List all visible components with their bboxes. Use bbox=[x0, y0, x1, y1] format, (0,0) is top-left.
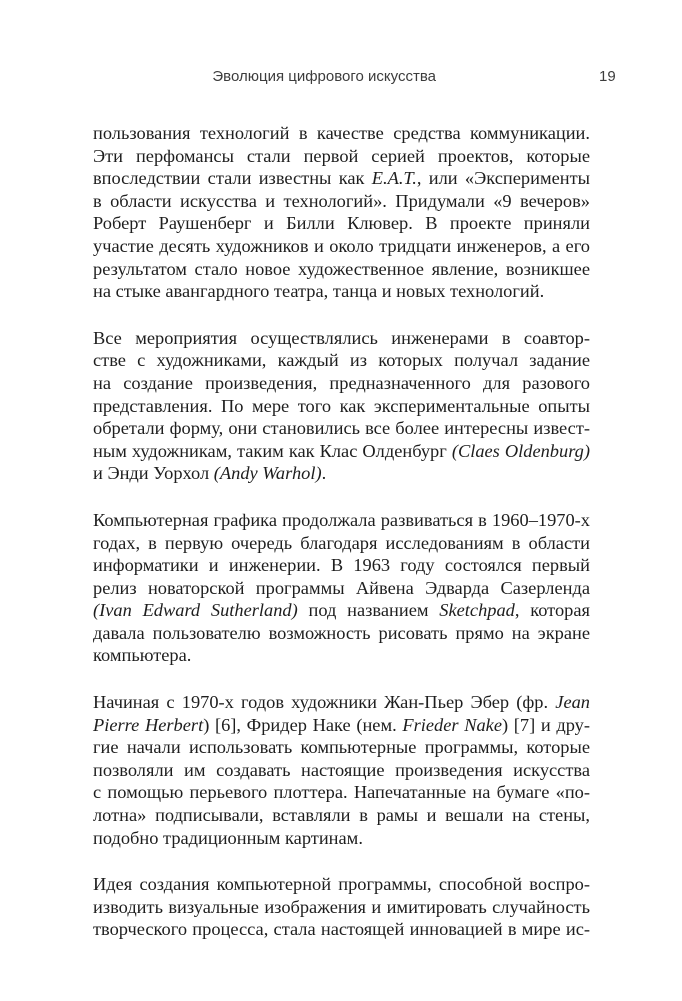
text-segment: лотна» подписывали, вставляли в рамы и вешали на стены, bbox=[93, 805, 590, 826]
text-segment: Все мероприятия осуществлялись инженерами в соавтор- bbox=[93, 327, 590, 348]
text-line bbox=[93, 759, 590, 782]
italic-text: Sketchpad bbox=[439, 600, 515, 621]
text-line bbox=[93, 235, 590, 258]
text-line bbox=[93, 212, 590, 235]
text-line bbox=[93, 190, 590, 213]
text-line bbox=[93, 372, 590, 395]
text-segment: ) [6], Фридер Наке (нем. bbox=[203, 714, 403, 735]
text-segment: Идея создания компьютерной программы, способной воспро- bbox=[93, 874, 590, 895]
text-line bbox=[93, 644, 590, 667]
text-segment: в области искусства и технологий». Придумали «9 вечеров» bbox=[93, 190, 590, 211]
text-segment: годах, в первую очередь благодаря исследованиям в области bbox=[93, 532, 590, 553]
paragraph bbox=[93, 509, 590, 667]
running-title: Эволюция цифрового искусства bbox=[212, 68, 436, 85]
text-segment: представления. По мере того как экспериментальные опыты bbox=[93, 395, 590, 416]
text-line bbox=[93, 258, 590, 281]
text-segment: ) [7] и дру- bbox=[501, 714, 590, 735]
text-segment: информатики и инженерии. В 1963 году состоялся первый bbox=[93, 555, 590, 576]
text-line bbox=[93, 599, 590, 622]
text-segment: впоследствии стали известны как bbox=[93, 168, 372, 189]
text-line bbox=[93, 577, 590, 600]
text-segment: на стыке авангардного театра, танца и новых технологий. bbox=[93, 281, 545, 302]
paragraph bbox=[93, 691, 590, 849]
text-segment: стве с художниками, каждый из которых получал задание bbox=[93, 350, 590, 371]
text-line bbox=[93, 509, 590, 532]
text-line bbox=[93, 532, 590, 555]
text-segment: , которая bbox=[514, 600, 590, 621]
text-segment: Эти перфомансы стали первой серией проектов, которые bbox=[93, 145, 590, 166]
text-line bbox=[93, 736, 590, 759]
text-segment: творческого процесса, стала настоящей инновацией в мире ис- bbox=[93, 919, 590, 940]
text-segment: участие десять художников и около тридцати инженеров, а его bbox=[93, 235, 590, 256]
text-segment: давала пользователю возможность рисовать прямо на экране bbox=[93, 622, 590, 643]
text-segment: , или «Эксперименты bbox=[416, 168, 590, 189]
text-line bbox=[93, 827, 590, 850]
text-segment: Начиная с 1970-х годов художники Жан-Пьер Эбер (фр. bbox=[93, 692, 556, 713]
text-line bbox=[93, 804, 590, 827]
text-line bbox=[93, 781, 590, 804]
running-header bbox=[0, 68, 682, 92]
text-segment: Компьютерная графика продолжала развиваться в 1960–1970-х bbox=[93, 509, 590, 530]
text-segment: ным художникам, таким как Клас Олденбург bbox=[93, 440, 452, 461]
text-segment: изводить визуальные изображения и имитировать случайность bbox=[93, 896, 590, 917]
italic-text: Pierre Herbert bbox=[93, 714, 204, 735]
text-line bbox=[93, 462, 590, 485]
italic-text: Jean bbox=[555, 692, 590, 713]
page-number: 19 bbox=[599, 68, 616, 85]
text-segment: с помощью перьевого плоттера. Напечатанные на бумаге «по- bbox=[93, 782, 590, 803]
text-line bbox=[93, 395, 590, 418]
text-line bbox=[93, 280, 590, 303]
italic-text: (Andy Warhol) bbox=[213, 463, 322, 484]
text-segment: релиз новаторской программы Айвена Эдварда Сазерленда bbox=[93, 577, 590, 598]
text-line bbox=[93, 417, 590, 440]
text-segment: и Энди Уорхол bbox=[93, 463, 214, 484]
text-line bbox=[93, 714, 590, 737]
text-segment: компьютера. bbox=[93, 645, 192, 666]
text-line bbox=[93, 691, 590, 714]
text-segment: пользования технологий в качестве средства коммуникации. bbox=[93, 123, 590, 143]
text-segment: результатом стало новое художественное явление, возникшее bbox=[93, 258, 590, 279]
text-line bbox=[93, 873, 590, 896]
text-line bbox=[93, 167, 590, 190]
text-line bbox=[93, 554, 590, 577]
body-text bbox=[93, 122, 590, 965]
text-segment: позволяли им создавать настоящие произведения искусства bbox=[93, 759, 590, 780]
paragraph bbox=[93, 327, 590, 485]
text-line bbox=[93, 440, 590, 463]
italic-text: (Claes Oldenburg) bbox=[451, 440, 590, 461]
paragraph bbox=[93, 873, 590, 941]
italic-text: E.A.T. bbox=[371, 168, 417, 189]
text-segment: под названием bbox=[297, 600, 440, 621]
paragraph bbox=[93, 122, 590, 303]
text-line bbox=[93, 145, 590, 168]
italic-text: Frieder Nake bbox=[402, 714, 502, 735]
text-line bbox=[93, 622, 590, 645]
text-line bbox=[93, 918, 590, 941]
text-segment: обретали форму, они становились все более интересны извест- bbox=[93, 418, 590, 439]
text-line bbox=[93, 122, 590, 145]
text-segment: . bbox=[321, 463, 327, 484]
text-segment: гие начали использовать компьютерные программы, которые bbox=[93, 737, 590, 758]
text-segment: подобно традиционным картинам. bbox=[93, 827, 363, 848]
italic-text: (Ivan Edward Sutherland) bbox=[93, 600, 298, 621]
text-line bbox=[93, 896, 590, 919]
text-segment: на создание произведения, предназначенного для разового bbox=[93, 372, 590, 393]
text-line bbox=[93, 349, 590, 372]
text-segment: Роберт Раушенберг и Билли Клювер. В проекте приняли bbox=[93, 213, 590, 234]
text-line bbox=[93, 327, 590, 350]
